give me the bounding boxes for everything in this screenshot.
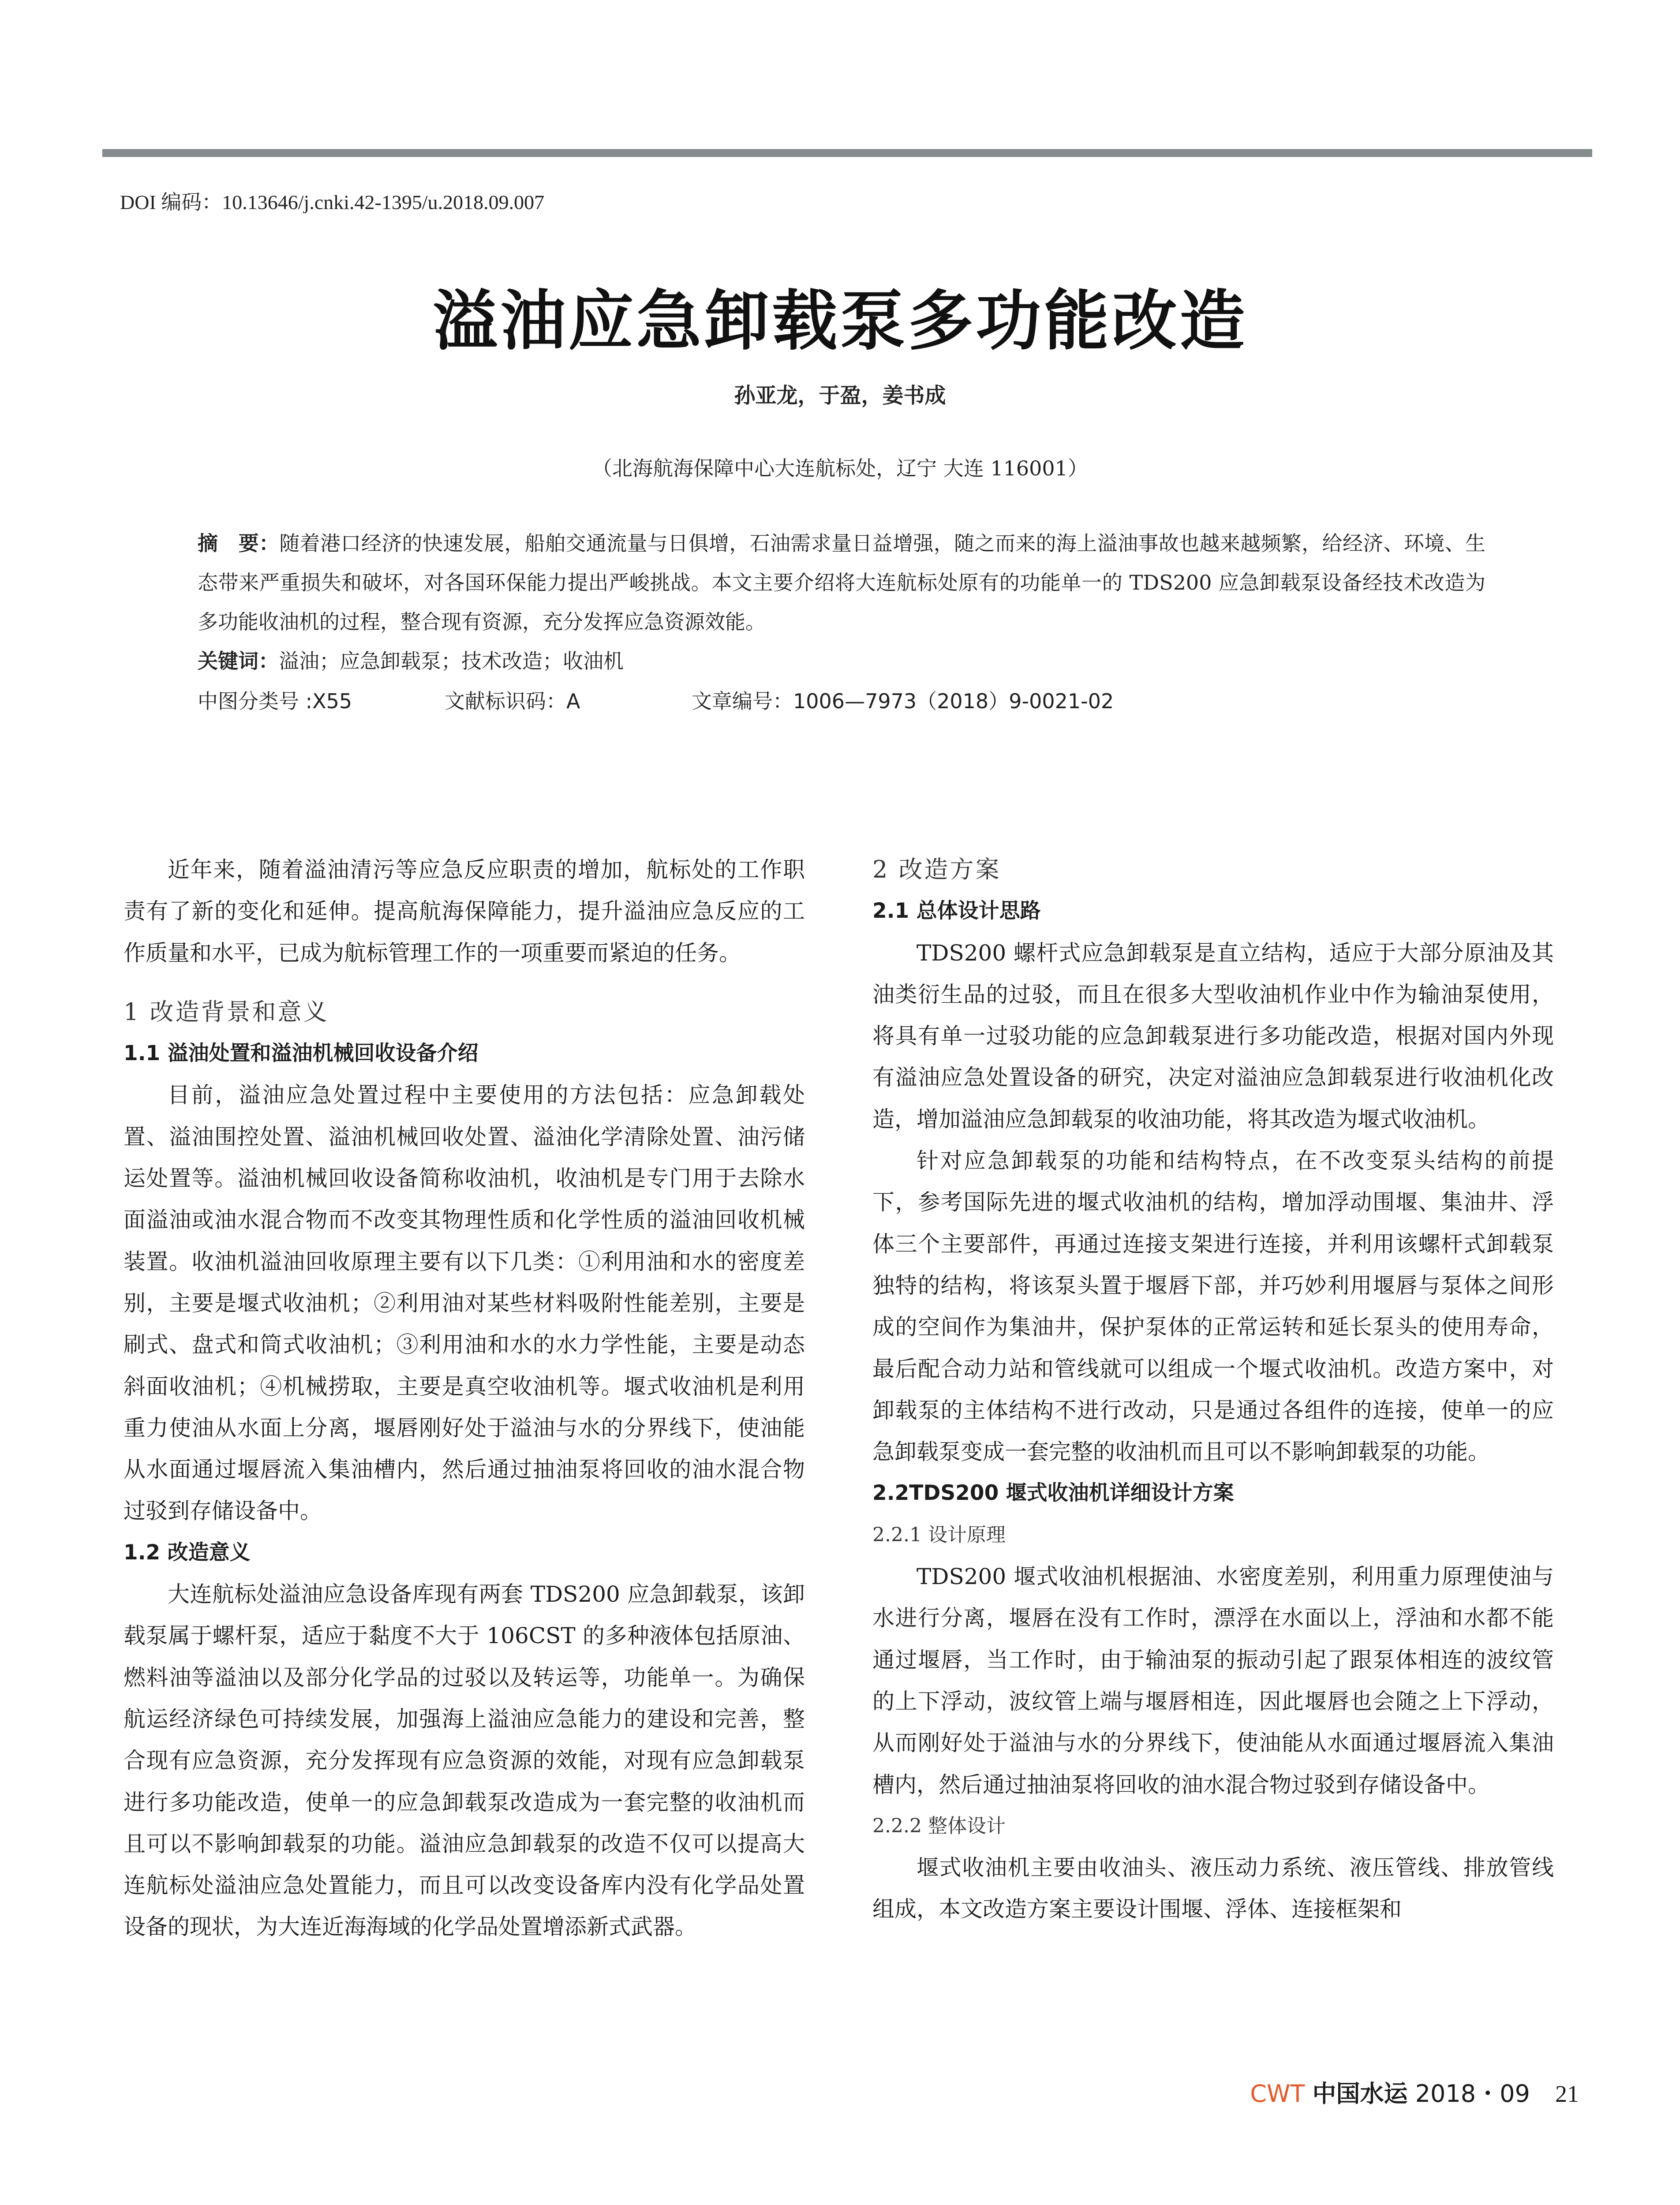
clc-number: 中图分类号 :X55 [198, 689, 352, 713]
page-footer [1191, 2075, 1579, 2109]
subsection-heading: 2.2TDS200 堰式收油机详细设计方案 [872, 1481, 1234, 1506]
body-paragraph: TDS200 堰式收油机根据油、水密度差别，利用重力原理使油与水进行分离，堰唇在没有工作时，漂浮在水面以上，浮油和水都不能通过堰唇，当工作时，由于输油泵的振动引起了跟泵体相连的波纹管的上下浮动，波纹管上端与堰唇相连，因此堰唇也会随之上下浮动，从而刚好处于溢油与水的分界线下，使油能从水面通过堰唇流入集油槽内，然后通过抽油泵将回收的油水混合物过驳到存储设备中。 [872, 1564, 1554, 1798]
body-paragraph: 大连航标处溢油应急设备库现有两套 TDS200 应急卸载泵，该卸载泵属于螺杆泵，适应于黏度不大于 106CST 的多种液体包括原油、燃料油等溢油以及部分化学品的过驳以及转运等，功能单一。为确保航运经济绿色可持续发展，加强海上溢油应急能力的建设和完善，整合现有应急资源，充分发挥现有应急资源的效能，对现有应急卸载泵进行多功能改造，使单一的应急卸载泵改造成为一套完整的收油机而且可以不影响卸载泵的功能。溢油应急卸载泵的改造不仅可以提高大连航标处溢油应急处置能力，而且可以改变设备库内没有化学品处置设备的现状，为大连近海海域的化学品处置增添新式武器。 [123, 1581, 805, 1940]
body-paragraph: 目前，溢油应急处置过程中主要使用的方法包括：应急卸载处置、溢油围控处置、溢油机械回收处置、溢油化学清除处置、油污储运处置等。溢油机械回收设备简称收油机，收油机是专门用于去除水面溢油或油水混合物而不改变其物理性质和化学性质的溢油回收机械装置。收油机溢油回收原理主要有以下几类：①利用油和水的密度差别，主要是堰式收油机；②利用油对某些材料吸附性能差别，主要是刷式、盘式和筒式收油机；③利用油和水的水力学性能，主要是动态斜面收油机；④机械捞取，主要是真空收油机等。堰式收油机是利用重力使油从水面上分离，堰唇刚好处于溢油与水的分界线下，使油能从水面通过堰唇流入集油槽内，然后通过抽油泵将回收的油水混合物过驳到存储设备中。 [123, 1082, 805, 1524]
right-column [872, 849, 1554, 1930]
subsection-heading: 2.1 总体设计思路 [872, 899, 1041, 923]
subsection-heading: 1.2 改造意义 [123, 1540, 251, 1565]
keywords-text: 溢油；应急卸载泵；技术改造；收油机 [279, 649, 624, 673]
section-heading: 2 改造方案 [872, 856, 1001, 883]
keywords-line [198, 642, 1485, 681]
body-paragraph: TDS200 螺杆式应急卸载泵是直立结构，适应于大部分原油及其油类衍生品的过驳，而且在很多大型收油机作业中作为输油泵使用，将具有单一过驳功能的应急卸载泵进行多功能改造，根据对国内外现有溢油应急处置设备的研究，决定对溢油应急卸载泵进行收油机化改造，增加溢油应急卸载泵的收油功能，将其改造为堰式收油机。 [872, 940, 1554, 1132]
journal-brand: CWT [1250, 2080, 1305, 2108]
doi-line: DOI 编码：10.13646/j.cnki.42-1395/u.2018.09.007 [120, 191, 545, 213]
body-paragraph: 针对应急卸载泵的功能和结构特点，在不改变泵头结构的前提下，参考国际先进的堰式收油机的结构，增加浮动围堰、集油井、浮体三个主要部件，再通过连接支架进行连接，并利用该螺杆式卸载泵独特的结构，将该泵头置于堰唇下部，并巧妙利用堰唇与泵体之间形成的空间作为集油井，保护泵体的正常运转和延长泵头的使用寿命，最后配合动力站和管线就可以组成一个堰式收油机。改造方案中，对卸载泵的主体结构不进行改动，只是通过各组件的连接，使单一的应急卸载泵变成一套完整的收油机而且可以不影响卸载泵的功能。 [872, 1148, 1554, 1465]
article-number: 文章编号：1006—7973（2018）9-0021-02 [692, 689, 1114, 713]
header-rule [102, 149, 1592, 157]
journal-issue: 2018・09 [1415, 2080, 1530, 2108]
abstract-block [198, 524, 1485, 721]
left-column [123, 849, 805, 1948]
abstract-label: 摘 要： [198, 531, 280, 555]
subsubsection-heading: 2.2.1 设计原理 [872, 1523, 1006, 1546]
intro-paragraph: 近年来，随着溢油清污等应急反应职责的增加，航标处的工作职责有了新的变化和延伸。提高航海保障能力，提升溢油应急反应的工作质量和水平，已成为航标管理工作的一项重要而紧迫的任务。 [123, 857, 805, 966]
subsection-heading: 1.1 溢油处置和溢油机械回收设备介绍 [123, 1041, 479, 1066]
keywords-label: 关键词： [198, 649, 279, 673]
affiliation: （北海航海保障中心大连航标处，辽宁 大连 116001） [592, 456, 1088, 480]
section-heading: 1 改造背景和意义 [123, 998, 329, 1026]
journal-name: 中国水运 [1312, 2079, 1408, 2108]
classification-row [198, 682, 1485, 721]
abstract-text: 随着港口经济的快速发展，船舶交通流量与日俱增，石油需求量日益增强，随之而来的海上溢油事故也越来越频繁，给经济、环境、生态带来严重损失和破坏，对各国环保能力提出严峻挑战。本文主要介绍将大连航标处原有的功能单一的 TDS200 应急卸载泵设备经技术改造为多功能收油机的过程，整合现有资源，充分发挥应急资源效能。 [198, 531, 1486, 634]
paper-title: 溢油应急卸载泵多功能改造 [432, 282, 1248, 359]
body-paragraph: 堰式收油机主要由收油头、液压动力系统、液压管线、排放管线组成，本文改造方案主要设计围堰、浮体、连接框架和 [872, 1855, 1554, 1922]
abstract-paragraph [198, 524, 1485, 642]
page-number: 21 [1555, 2081, 1579, 2107]
authors: 孙亚龙，于盈，姜书成 [734, 383, 946, 408]
subsubsection-heading: 2.2.2 整体设计 [872, 1814, 1006, 1837]
doc-code: 文献标识码：A [445, 689, 580, 713]
